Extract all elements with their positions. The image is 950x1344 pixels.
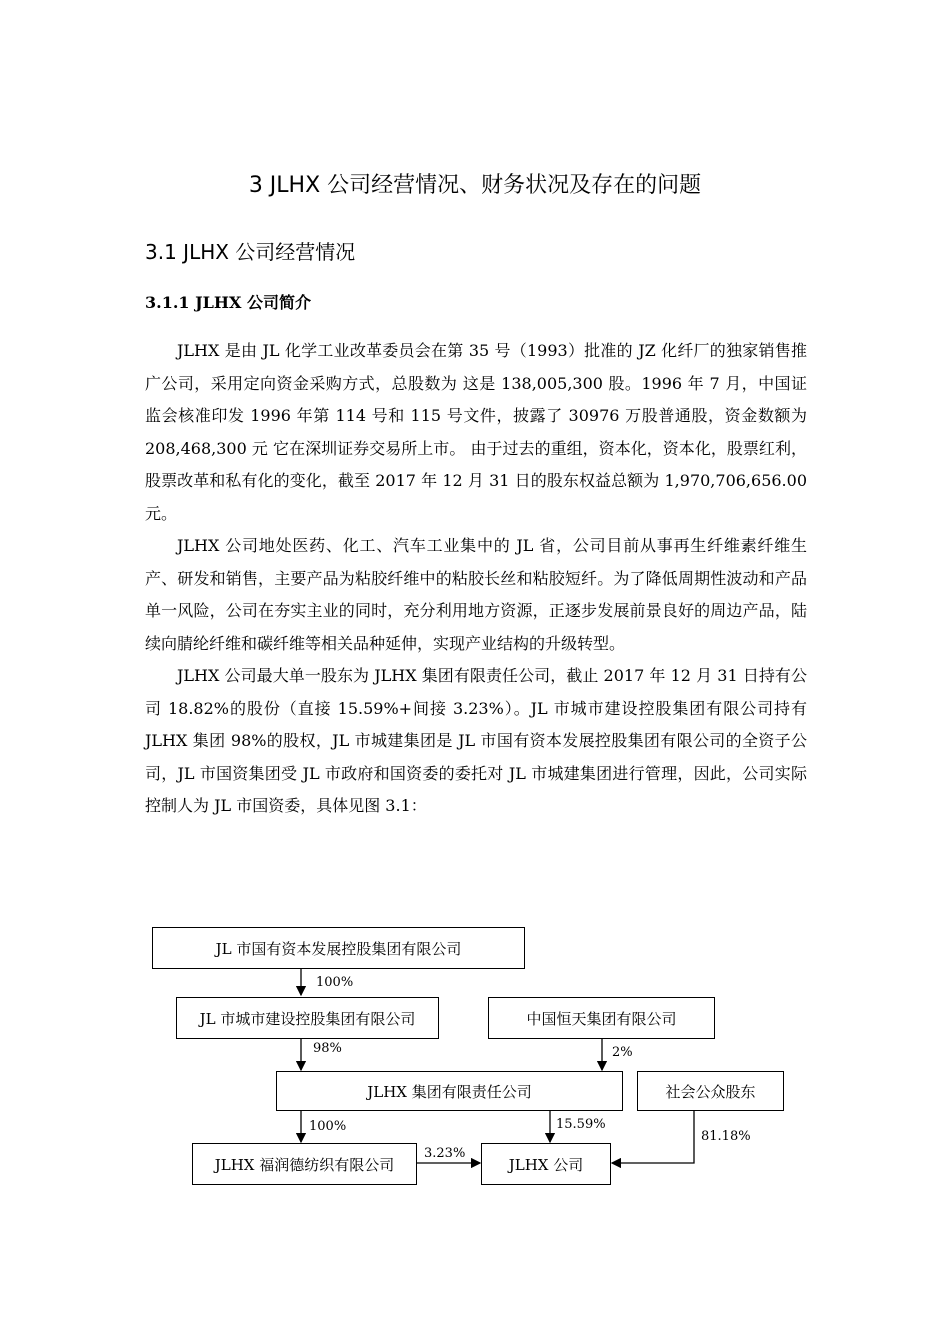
section-heading: 3.1 JLHX 公司经营情况 <box>145 240 356 264</box>
pct-city-to-group: 98% <box>313 1041 342 1056</box>
pct-state-to-city: 100% <box>316 975 354 990</box>
arrow-public-to-company <box>612 1111 694 1163</box>
pct-public-to-company: 81.18% <box>701 1129 751 1144</box>
pct-group-to-company: 15.59% <box>556 1117 606 1132</box>
paragraph-business: JLHX 公司地处医药、化工、汽车工业集中的 JL 省，公司目前从事再生纤维素纤维生产、研发和销售，主要产品为粘胶纤维中的粘胶长丝和粘胶短纤。为了降低周期性波动和产品单一风险，公司在夯实主业的同时，充分利用地方资源，正逐步发展前景良好的周边产品，陆续向腈纶纤维和碳纤维等相关品种延伸，实现产业结构的升级转型。 <box>145 536 807 653</box>
box-state-capital-group: JL 市国有资本发展控股集团有限公司 <box>152 927 525 969</box>
box-furunde-textile: JLHX 福润德纺织有限公司 <box>192 1143 417 1185</box>
chapter-heading: 3 JLHX 公司经营情况、财务状况及存在的问题 <box>248 173 702 198</box>
box-city-construction-group: JL 市城市建设控股集团有限公司 <box>176 997 439 1039</box>
box-jlhx-company: JLHX 公司 <box>481 1143 611 1185</box>
subsection-heading: 3.1.1 JLHX 公司简介 <box>145 293 312 312</box>
box-public-shareholders: 社会公众股东 <box>637 1071 784 1111</box>
box-jlhx-group: JLHX 集团有限责任公司 <box>276 1071 623 1111</box>
pct-hengtian-to-group: 2% <box>612 1045 633 1060</box>
pct-furunde-to-company: 3.23% <box>424 1146 466 1161</box>
box-hengtian-group: 中国恒天集团有限公司 <box>488 997 715 1039</box>
paragraph-company-history: JLHX 是由 JL 化学工业改革委员会在第 35 号（1993）批准的 JZ 化纤厂的独家销售推广公司，采用定向资金采购方式，总股数为 这是 138,005,300 股。1996 年 7 月，中国证监会核准印发 1996 年第 114 号和 115 号文件，披露了 30976 万股普通股，资金数额为 208,468,300 元 它在深圳证券交易所上市。 由于过去的重组，资本化，资本化，股票红利，股票改革和私有化的变化，截至 2017 年 12 月 31 日的股东权益总额为 1,970,706,656.00 元。 <box>145 341 807 523</box>
pct-group-to-furunde: 100% <box>309 1119 347 1134</box>
paragraph-shareholders: JLHX 公司最大单一股东为 JLHX 集团有限责任公司，截止 2017 年 12 月 31 日持有公司 18.82%的股份（直接 15.59%+间接 3.23%）。JL 市城市建设控股集团有限公司持有 JLHX 集团 98%的股权，JL 市城建集团是 JL 市国有资本发展控股集团有限公司的全资子公司，JL 市国资集团受 JL 市政府和国资委的委托对 JL 市城建集团进行管理，因此，公司实际控制人为 JL 市国资委，具体见图 3.1： <box>145 666 807 815</box>
